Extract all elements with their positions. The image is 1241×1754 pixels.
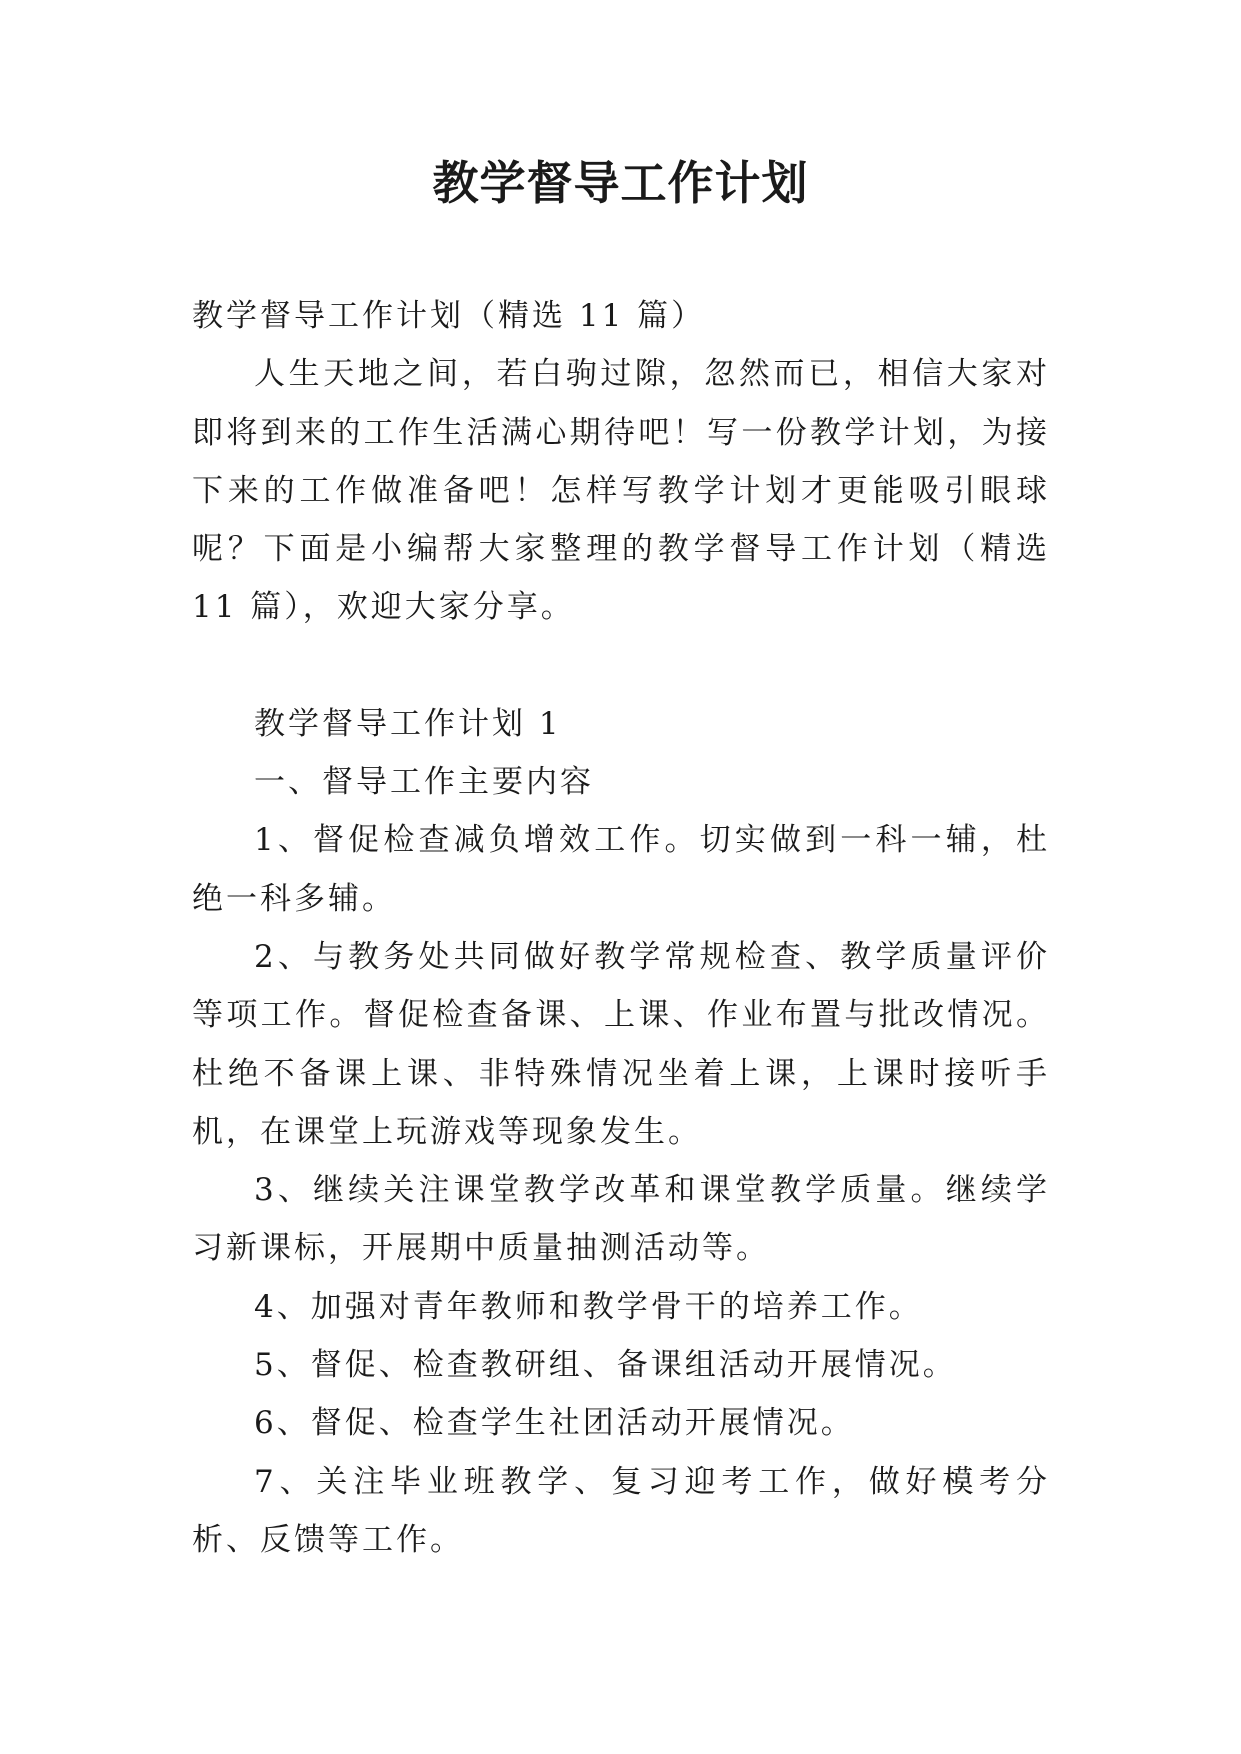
- section-heading: 一、督导工作主要内容: [254, 764, 594, 801]
- list-item: 4、加强对青年教师和教学骨干的培养工作。: [254, 1288, 923, 1325]
- paragraph-spacer: [192, 637, 1050, 695]
- document-body: [192, 287, 1050, 1569]
- document-subtitle: 教学督导工作计划（精选 11 篇）: [192, 298, 706, 334]
- section-title: 教学督导工作计划 1: [254, 705, 562, 742]
- list-item: 6、督促、检查学生社团活动开展情况。: [254, 1405, 855, 1442]
- list-item: 5、督促、检查教研组、备课组活动开展情况。: [254, 1347, 957, 1384]
- intro-paragraph: 人生天地之间，若白驹过隙，忽然而已，相信大家对即将到来的工作生活满心期待吧！写一份教学计划，为接下来的工作做准备吧！怎样写教学计划才更能吸引眼球呢？下面是小编帮大家整理的教学督导工作计划（精选 11 篇），欢迎大家分享。: [192, 356, 1050, 626]
- list-item: 7、关注毕业班教学、复习迎考工作，做好模考分析、反馈等工作。: [192, 1463, 1050, 1558]
- list-item: 1、督促检查减负增效工作。切实做到一科一辅，杜绝一科多辅。: [192, 822, 1050, 917]
- list-item: 3、继续关注课堂教学改革和课堂教学质量。继续学习新课标，开展期中质量抽测活动等。: [192, 1172, 1050, 1267]
- document-title: 教学督导工作计划: [432, 156, 809, 210]
- list-item: 2、与教务处共同做好教学常规检查、教学质量评价等项工作。督促检查备课、上课、作业布置与批改情况。杜绝不备课上课、非特殊情况坐着上课，上课时接听手机，在课堂上玩游戏等现象发生。: [192, 938, 1050, 1150]
